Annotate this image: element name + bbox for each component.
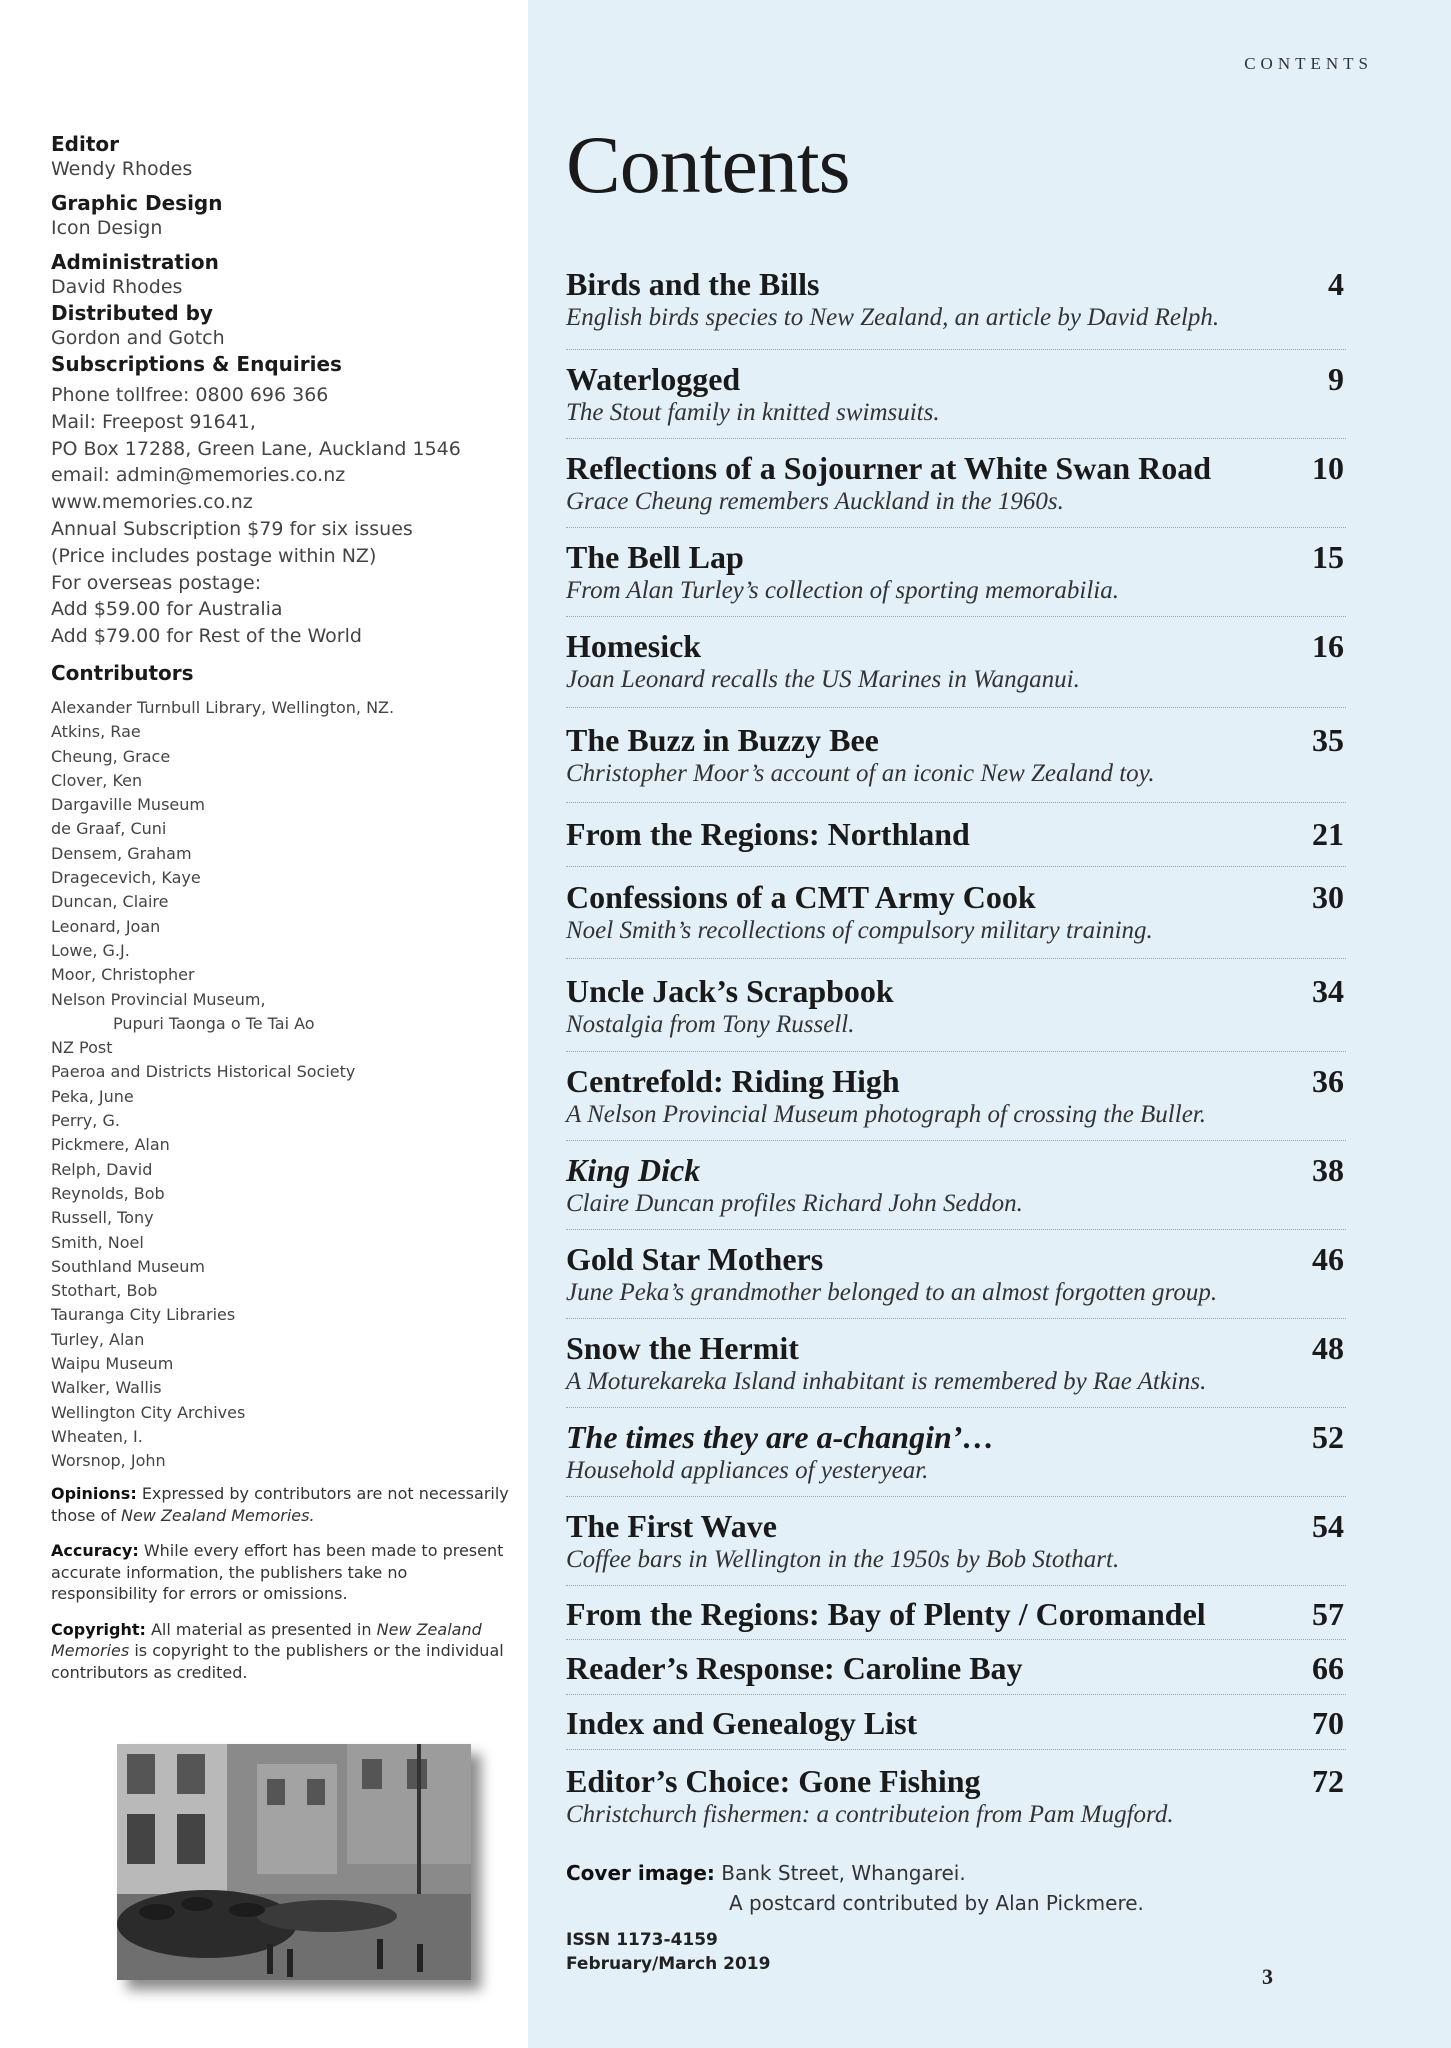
contributor: Russell, Tony [51, 1208, 154, 1228]
contributor: Paeroa and Districts Historical Society [51, 1062, 356, 1082]
toc-entry[interactable] [566, 1640, 1346, 1695]
contributor: Atkins, Rae [51, 722, 141, 742]
toc-entry[interactable] [566, 1052, 1346, 1141]
toc-page: 38 [1312, 1152, 1344, 1188]
toc-page: 52 [1312, 1419, 1344, 1455]
toc-entry[interactable] [566, 1695, 1346, 1750]
toc-page: 16 [1312, 628, 1344, 664]
subscriptions-label: Subscriptions & Enquiries [51, 352, 342, 376]
admin-label: Administration [51, 250, 219, 274]
toc-title[interactable]: Centrefold: Riding High [566, 1063, 900, 1099]
contributor: Reynolds, Bob [51, 1183, 165, 1203]
copyright-text: All material as presented in [150, 1619, 372, 1639]
contributors-label: Contributors [51, 660, 194, 685]
opinions-note [51, 1483, 511, 1526]
contributor: Pickmere, Alan [51, 1135, 170, 1155]
toc-page: 34 [1312, 973, 1344, 1009]
issue-date: February/March 2019 [566, 1954, 771, 1974]
contributor: NZ Post [51, 1038, 113, 1058]
toc-title[interactable]: Confessions of a CMT Army Cook [566, 879, 1036, 915]
contributor: Smith, Noel [51, 1232, 144, 1252]
toc-page: 15 [1312, 539, 1344, 575]
design-name: Icon Design [51, 217, 163, 239]
toc-desc: From Alan Turley’s collection of sporting memorabilia. [566, 577, 1120, 604]
toc-title[interactable]: Editor’s Choice: Gone Fishing [566, 1763, 981, 1799]
copyright-note [51, 1619, 511, 1684]
legal-notes [51, 1483, 511, 1683]
toc-title[interactable]: King Dick [566, 1152, 701, 1188]
toc-page: 70 [1312, 1705, 1344, 1741]
cover-line-2: A postcard contributed by Alan Pickmere. [729, 1891, 1144, 1915]
toc-page: 10 [1312, 450, 1344, 486]
contact-email[interactable]: email: admin@memories.co.nz [51, 464, 346, 487]
contributor: Alexander Turnbull Library, Wellington, NZ. [51, 697, 395, 717]
toc-page: 21 [1312, 816, 1344, 852]
toc-page: 35 [1312, 722, 1344, 758]
toc-page: 57 [1312, 1596, 1344, 1632]
street-crowd-image [117, 1744, 471, 1980]
toc-entry[interactable] [566, 350, 1346, 439]
contributor: Peka, June [51, 1086, 134, 1106]
toc-title[interactable]: The First Wave [566, 1508, 777, 1544]
toc-entry[interactable] [566, 867, 1346, 959]
toc-title[interactable]: Index and Genealogy List [566, 1705, 918, 1741]
design-label: Graphic Design [51, 191, 223, 215]
masthead-column [0, 0, 528, 2048]
toc-title[interactable]: The Buzz in Buzzy Bee [566, 722, 879, 758]
accuracy-label: Accuracy: [51, 1541, 139, 1561]
contributor: Moor, Christopher [51, 965, 195, 985]
editor-name: Wendy Rhodes [51, 158, 193, 180]
contributor: Leonard, Joan [51, 916, 161, 936]
toc-entry[interactable] [566, 262, 1346, 350]
issue-info [566, 1928, 770, 1976]
toc-page: 9 [1328, 361, 1344, 397]
toc-desc: Claire Duncan profiles Richard John Seddon. [566, 1190, 1023, 1217]
toc-desc: Grace Cheung remembers Auckland in the 1960s. [566, 488, 1064, 515]
toc-entry[interactable] [566, 959, 1346, 1052]
page-number: 3 [1262, 1964, 1273, 1989]
toc-desc: Joan Leonard recalls the US Marines in Wanganui. [566, 666, 1080, 693]
contributor: Dargaville Museum [51, 795, 205, 815]
toc-title[interactable]: Uncle Jack’s Scrapbook [566, 973, 894, 1009]
page-title: Contents [566, 119, 850, 210]
toc-title[interactable]: Gold Star Mothers [566, 1241, 824, 1277]
contact-line: For overseas postage: [51, 571, 262, 594]
toc-title[interactable]: Reflections of a Sojourner at White Swan Road [566, 450, 1212, 486]
toc-page: 72 [1312, 1763, 1344, 1799]
contributor: Dragecevich, Kaye [51, 868, 201, 888]
toc-entry[interactable] [566, 1230, 1346, 1319]
contact-line: Mail: Freepost 91641, [51, 410, 256, 433]
copyright-label: Copyright: [51, 1619, 146, 1639]
opinions-label: Opinions: [51, 1484, 137, 1504]
contributor: Southland Museum [51, 1256, 205, 1276]
toc-desc: English birds species to New Zealand, an article by David Relph. [566, 304, 1220, 331]
toc-page: 54 [1312, 1508, 1344, 1544]
contributor: Densem, Graham [51, 843, 192, 863]
toc-entry[interactable] [566, 439, 1346, 528]
historic-street-photo [117, 1744, 471, 1980]
contributor: Clover, Ken [51, 770, 143, 790]
accuracy-note [51, 1540, 511, 1605]
toc-title[interactable]: From the Regions: Bay of Plenty / Coromandel [566, 1596, 1206, 1632]
toc-desc: Coffee bars in Wellington in the 1950s by Bob Stothart. [566, 1546, 1120, 1573]
toc-title[interactable]: Birds and the Bills [566, 266, 820, 302]
toc-desc: Christopher Moor’s account of an iconic New Zealand toy. [566, 760, 1155, 787]
toc-entry[interactable] [566, 1750, 1346, 1842]
contributors-list [51, 696, 511, 1474]
toc-entry[interactable] [566, 1141, 1346, 1230]
cover-label: Cover image: [566, 1861, 715, 1885]
contact-details [51, 382, 511, 650]
contributor: Tauranga City Libraries [51, 1305, 236, 1325]
contributor: Waipu Museum [51, 1353, 174, 1373]
contact-line: PO Box 17288, Green Lane, Auckland 1546 [51, 437, 461, 460]
toc-entry[interactable] [566, 1408, 1346, 1497]
contact-line: Phone tollfree: 0800 696 366 [51, 384, 329, 406]
toc-page: 36 [1312, 1063, 1344, 1099]
toc-entry[interactable] [566, 1319, 1346, 1408]
contributor: Stothart, Bob [51, 1281, 158, 1301]
toc-page: 46 [1312, 1241, 1344, 1277]
toc-desc: Christchurch fishermen: a contributeion from Pam Mugford. [566, 1801, 1174, 1828]
contact-line: Annual Subscription $79 for six issues [51, 517, 413, 540]
opinions-title: New Zealand Memories. [120, 1505, 315, 1525]
toc-title[interactable]: The times they are a-changin’… [566, 1419, 995, 1455]
contributor: Turley, Alan [51, 1329, 145, 1349]
toc-desc: The Stout family in knitted swimsuits. [566, 399, 940, 426]
contributor: de Graaf, Cuni [51, 819, 167, 839]
distributed-name: Gordon and Gotch [51, 327, 225, 349]
toc-title[interactable]: Homesick [566, 628, 702, 664]
cover-credit [566, 1858, 1144, 1918]
masthead [51, 132, 511, 1697]
contributor: Nelson Provincial Museum, [51, 989, 266, 1009]
accuracy-text: While every effort has been made to present accurate information, the publishers take no responsibility for errors or omissions. [51, 1541, 504, 1604]
admin-name: David Rhodes [51, 276, 183, 298]
contact-website[interactable]: www.memories.co.nz [51, 491, 253, 514]
cover-line-1: Bank Street, Whangarei. [721, 1861, 966, 1885]
contact-line: Add $59.00 for Australia [51, 598, 283, 621]
contributor: Lowe, G.J. [51, 940, 130, 960]
toc-page: 30 [1312, 879, 1344, 915]
contributor: Wheaten, I. [51, 1426, 143, 1446]
running-head: CONTENTS [1244, 54, 1373, 73]
contributor: Wellington City Archives [51, 1402, 246, 1422]
contributor: Worsnop, John [51, 1451, 166, 1471]
toc-entry[interactable] [566, 708, 1346, 803]
contributor: Cheung, Grace [51, 746, 171, 766]
toc-entry[interactable] [566, 1586, 1346, 1640]
toc-desc: June Peka’s grandmother belonged to an almost forgotten group. [566, 1279, 1218, 1306]
toc-title[interactable]: Waterlogged [566, 361, 741, 397]
issn: ISSN 1173-4159 [566, 1930, 718, 1950]
toc-desc: Nostalgia from Tony Russell. [566, 1011, 855, 1038]
toc-desc: A Moturekareka Island inhabitant is remembered by Rae Atkins. [566, 1368, 1207, 1395]
editor-label: Editor [51, 132, 119, 156]
toc-page: 4 [1328, 266, 1344, 302]
toc-title[interactable]: Reader’s Response: Caroline Bay [566, 1650, 1023, 1686]
contributor: Pupuri Taonga o Te Tai Ao [113, 1013, 315, 1033]
contact-line: Add $79.00 for Rest of the World [51, 625, 362, 648]
toc-title[interactable]: Snow the Hermit [566, 1330, 799, 1366]
toc-title[interactable]: The Bell Lap [566, 539, 744, 575]
toc-desc: Noel Smith’s recollections of compulsory military training. [566, 917, 1153, 944]
toc-desc: A Nelson Provincial Museum photograph of crossing the Buller. [566, 1101, 1207, 1128]
contributor: Perry, G. [51, 1111, 120, 1131]
toc-page: 48 [1312, 1330, 1344, 1366]
toc-entry[interactable] [566, 1497, 1346, 1586]
toc-title[interactable]: From the Regions: Northland [566, 816, 970, 852]
contributor: Walker, Wallis [51, 1378, 162, 1398]
toc-desc: Household appliances of yesteryear. [566, 1457, 929, 1484]
copyright-text-2: is copyright to the publishers or the individual contributors as credited. [51, 1641, 504, 1682]
toc-page: 66 [1312, 1650, 1344, 1686]
contributor: Relph, David [51, 1159, 153, 1179]
toc-entry[interactable] [566, 528, 1346, 617]
toc-entry[interactable] [566, 803, 1346, 867]
opinions-text: Expressed by contributors are not necessarily those of [51, 1484, 509, 1525]
contributor: Duncan, Claire [51, 892, 169, 912]
contact-line: (Price includes postage within NZ) [51, 544, 377, 567]
copyright-title: New Zealand Memories [51, 1619, 482, 1661]
table-of-contents [566, 262, 1346, 1842]
toc-entry[interactable] [566, 617, 1346, 708]
distributed-label: Distributed by [51, 301, 213, 325]
